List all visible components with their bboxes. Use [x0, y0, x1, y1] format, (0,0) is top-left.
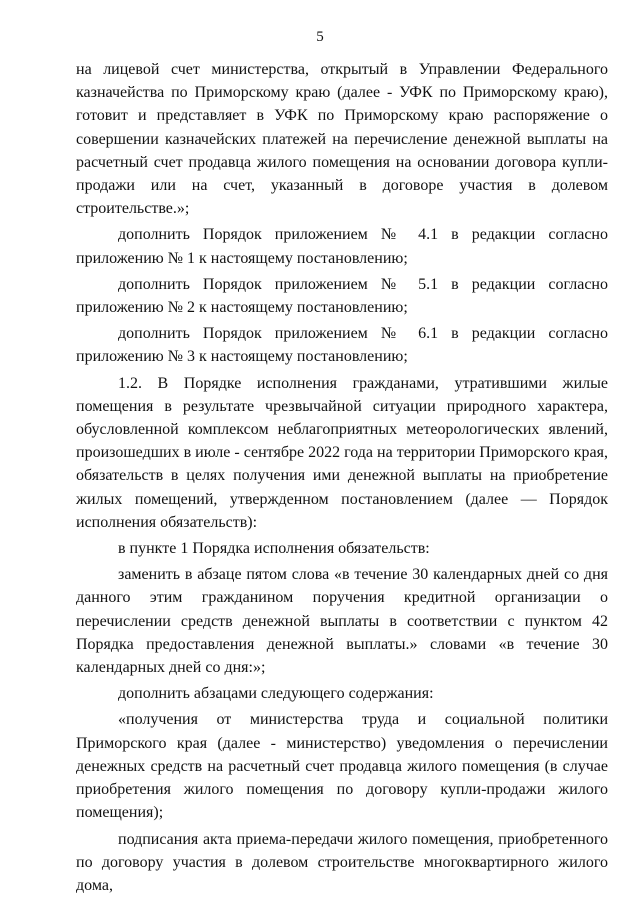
document-body	[76, 58, 608, 897]
paragraph-8: дополнить абзацами следующего содержания:	[118, 685, 434, 703]
paragraph-5: 1.2. В Порядке исполнения гражданами, утратившими жилые помещения в результате чрезвычайной ситуации природного характера, обусловленной комплексом неблагоприятных метеорологических явлений, произошедших в июле - сентябре 2022 года на территории Приморского края, обязательств в целях получения ими денежной выплаты на приобретение жилых помещений, утвержденном постановлением (далее — Порядок исполнения обязательств):	[76, 374, 608, 531]
paragraph-1: на лицевой счет министерства, открытый в Управлении Федерального казначейства по Приморскому краю (далее - УФК по Приморскому краю), готовит и представляет в УФК по Приморскому краю распоряжение о совершении казначейских платежей на перечисление денежной выплаты на расчетный счет продавца жилого помещения на основании договора купли-продажи или на счет, указанный в договоре участия в долевом строительстве.»;	[76, 61, 608, 218]
paragraph-2: дополнить Порядок приложением № 4.1 в редакции согласно приложению № 1 к настоящему постановлению;	[76, 226, 608, 267]
paragraph-10: подписания акта приема-передачи жилого помещения, приобретенного по договору участия в долевом строительстве многоквартирного жилого дома,	[76, 830, 608, 894]
paragraph-6: в пункте 1 Порядка исполнения обязательств:	[118, 540, 430, 558]
page-number: 5	[316, 29, 324, 45]
paragraph-4: дополнить Порядок приложением № 6.1 в редакции согласно приложению № 3 к настоящему постановлению;	[76, 325, 608, 366]
paragraph-3: дополнить Порядок приложением № 5.1 в редакции согласно приложению № 2 к настоящему постановлению;	[76, 275, 608, 317]
paragraph-7: заменить в абзаце пятом слова «в течение 30 календарных дней со дня данного этим гражданином поручения кредитной организации о перечислении средств денежной выплаты в соответствии с пунктом 42 Порядка предоставления денежной выплаты.» словами «в течение 30 календарных дней со дня:»;	[76, 566, 608, 677]
paragraph-9: «получения от министерства труда и социальной политики Приморского края (далее - министерство) уведомления о перечислении денежных средств на расчетный счет продавца жилого помещения (в случае приобретения жилого помещения по договору купли-продажи жилого помещения);	[76, 711, 608, 822]
